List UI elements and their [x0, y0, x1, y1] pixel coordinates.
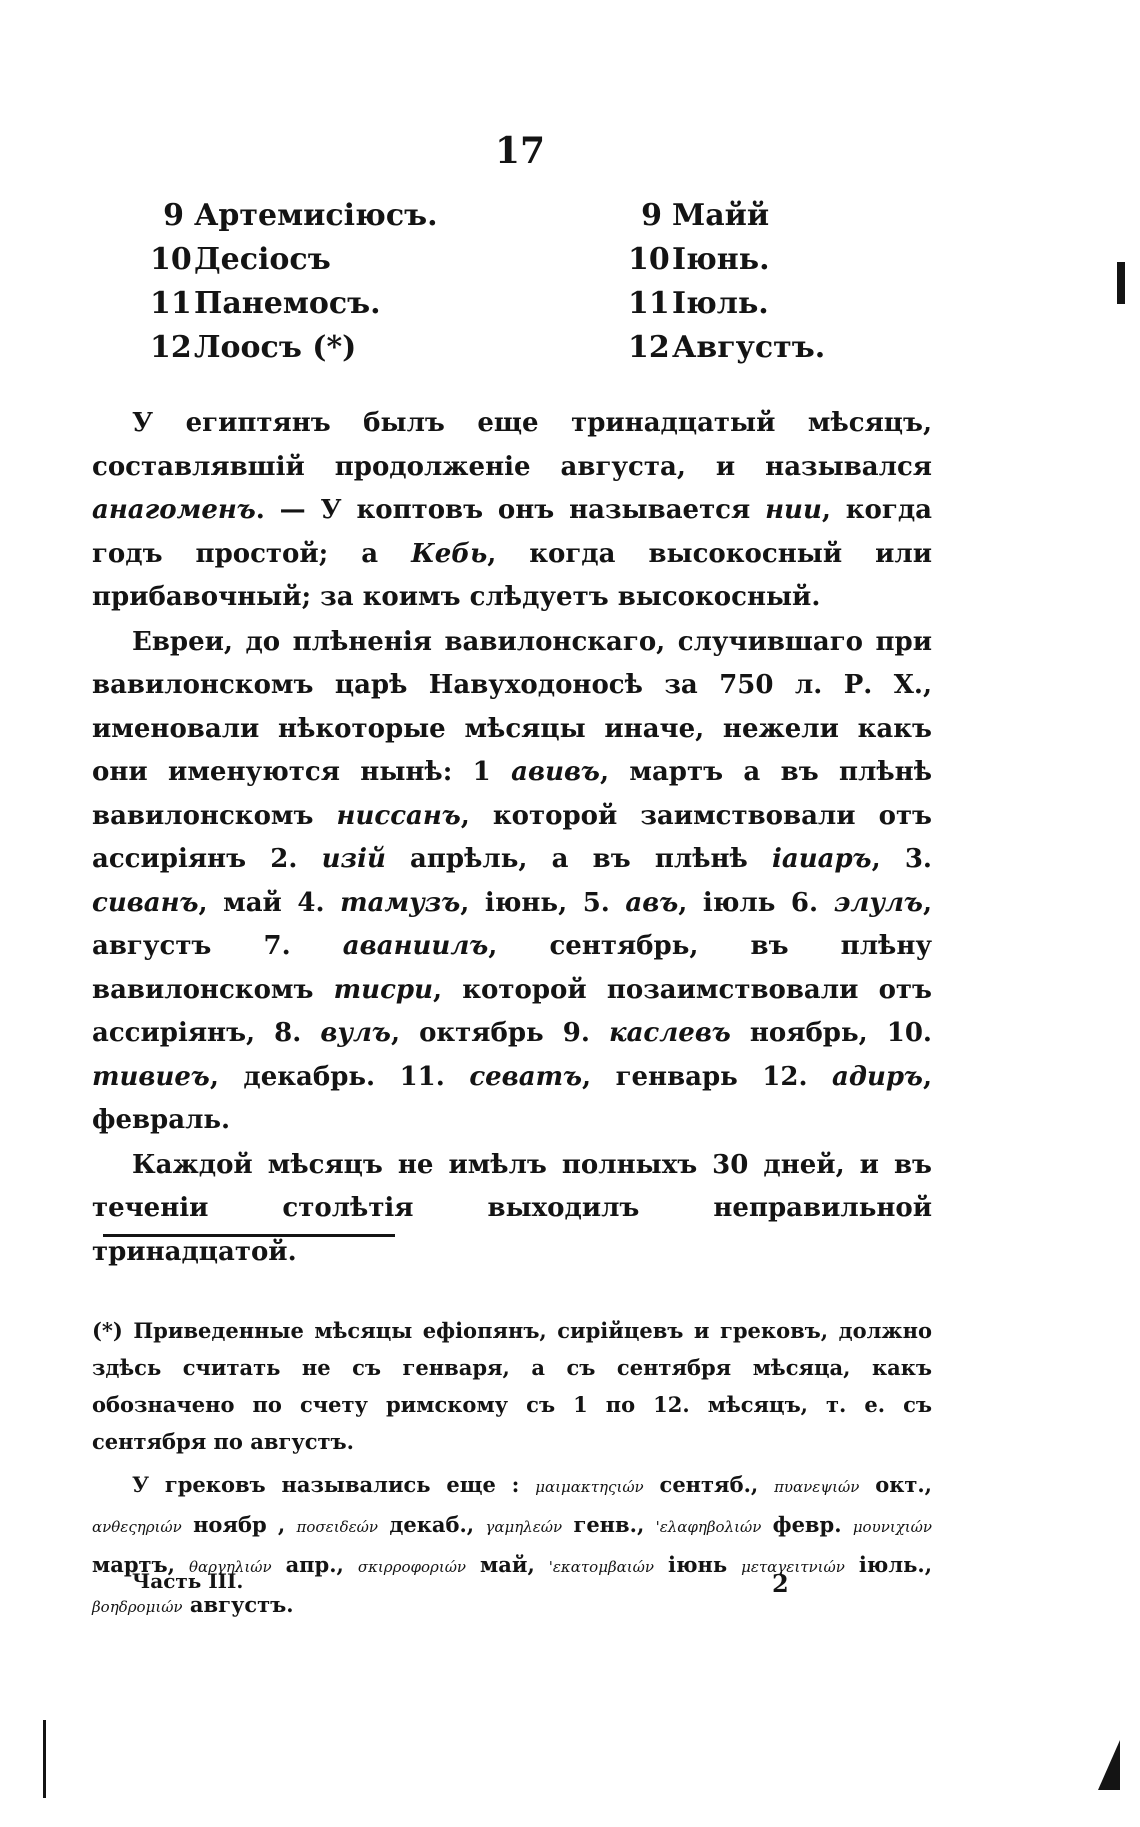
month-label: сентяб., — [659, 1472, 759, 1497]
month-left — [150, 286, 450, 321]
page-number: 17 — [494, 130, 546, 172]
italic-term: анагоменъ — [92, 495, 256, 525]
italic-term: адиръ — [832, 1061, 923, 1092]
greek-term: σκιρροφοριών — [357, 1558, 467, 1576]
month-left-name: Артемисіюсъ. — [194, 198, 438, 233]
italic-term: тамузъ — [340, 887, 461, 918]
text-run: , декабрь. 11. — [209, 1061, 470, 1092]
italic-term: тивиеъ — [92, 1061, 210, 1092]
footnote-text: (*) Приведенные мѣсяцы ефіопянъ, сирійцевъ и грековъ, должно здѣсь считать не съ генваря, а съ сентября мѣсяца, какъ обозначено по счету римскому съ 1 по 12. мѣсяцъ, т. е. съ сентября по августъ. — [92, 1318, 932, 1454]
text-run: , августъ 7. — [92, 887, 932, 961]
text-run: апрѣль, а въ плѣнѣ — [385, 844, 773, 874]
month-row — [150, 286, 850, 330]
text-run: , когда высокосный или прибавочный; за коимъ слѣдуетъ высокосный. — [92, 538, 932, 612]
month-right-name: Августъ. — [672, 330, 826, 365]
italic-term: ниссанъ — [336, 800, 461, 831]
month-right-number: 9 — [641, 198, 662, 233]
text-run: , февраль. — [92, 1061, 933, 1135]
text-run: , іюль 6. — [678, 887, 834, 918]
greek-term: μουνιχιών — [852, 1518, 933, 1536]
italic-term: каслевъ — [608, 1018, 731, 1048]
month-row — [150, 242, 850, 286]
month-label: апр., — [285, 1552, 344, 1577]
month-row — [150, 330, 850, 374]
month-left-name: Десіосъ — [194, 242, 331, 277]
month-label: декаб., — [389, 1512, 475, 1537]
italic-term: элулъ — [833, 887, 923, 918]
greek-term: ανθεςηριών — [92, 1518, 182, 1536]
text-run: . — У коптовъ онъ называется — [255, 495, 766, 525]
greek-term: βοηδρομιών — [92, 1598, 183, 1616]
paragraph-hebrews — [92, 621, 932, 1143]
text-run: , іюнь, 5. — [460, 887, 626, 918]
italic-term: аваниилъ — [342, 931, 489, 961]
italic-term: севатъ — [469, 1061, 583, 1092]
text-run: У египтянъ былъ еще тринадцатый мѣсяцъ, составлявшій продолженіе августа, и назывался — [92, 408, 932, 482]
italic-term: авъ — [625, 887, 679, 918]
text-run: , генварь 12. — [582, 1061, 833, 1092]
month-right-number: 11 — [628, 286, 670, 321]
text-run: Евреи, до плѣненія вавилонскаго, случившаго при вавилонскомъ царѣ Навуходоносѣ за 750 л. Р. Х., именовали нѣкоторые мѣсяцы иначе, нежели какъ они именуются нынѣ: 1 — [92, 626, 932, 787]
text-run: , мартъ а въ плѣнѣ вавилонскомъ — [92, 757, 932, 831]
text-run: , сентябрь, въ плѣну вавилонскомъ — [92, 931, 932, 1005]
scan-edge-mark — [43, 1720, 46, 1798]
month-label: іюль., — [858, 1552, 933, 1577]
volume-signature: Часть III. — [132, 1569, 244, 1593]
month-right — [628, 198, 848, 233]
greek-term: θαργηλιών — [188, 1558, 272, 1576]
footnote-greek-months — [92, 1466, 932, 1626]
paragraph-months-length: Каждой мѣсяцъ не имѣлъ полныхъ 30 дней, и въ теченіи столѣтія выходилъ неправильной тринадцатой. — [92, 1149, 932, 1267]
month-right-name: Майй — [672, 198, 770, 233]
month-left-name: Лоосъ (*) — [194, 330, 357, 365]
italic-term: вулъ — [320, 1018, 391, 1048]
text-run: , когда годъ простой; а — [92, 495, 932, 569]
month-label: ноябр , — [193, 1512, 286, 1537]
italic-term: іаиаръ — [772, 844, 872, 874]
text-run: У грековъ назывались еще : — [132, 1472, 520, 1497]
month-left-number: 9 — [163, 198, 184, 233]
text-run: ноябрь, 10. — [730, 1018, 932, 1048]
greek-term: ποσειδεών — [296, 1518, 379, 1536]
paragraph-egyptians — [92, 402, 932, 620]
month-row — [150, 198, 850, 242]
month-right-number: 10 — [628, 242, 670, 277]
text-run: , которой заимствовали отъ ассиріянъ 2. — [92, 800, 933, 874]
month-left — [150, 330, 450, 365]
month-left — [150, 242, 450, 277]
text-run: , май 4. — [198, 887, 341, 918]
text-run: , 3. — [871, 844, 932, 874]
month-right — [628, 286, 848, 321]
greek-term: 'ελαφηβολιών — [655, 1518, 762, 1536]
italic-term: авивъ — [511, 757, 600, 787]
main-text — [92, 402, 932, 1274]
month-left — [150, 198, 450, 233]
footnote-separator — [103, 1234, 395, 1237]
page-footer — [132, 1569, 792, 1599]
greek-term: μεταγειτνιών — [741, 1558, 845, 1576]
month-right — [628, 242, 848, 277]
greek-term: πυανεψιών — [774, 1478, 860, 1496]
month-right-name: Іюль. — [672, 286, 769, 321]
month-label: февр. — [772, 1512, 842, 1537]
month-right-number: 12 — [628, 330, 670, 365]
month-label: августъ. — [189, 1592, 294, 1617]
month-left-number: 10 — [150, 242, 192, 277]
italic-term: изій — [321, 844, 386, 874]
text-run: , которой позаимствовали отъ ассиріянъ, 8. — [92, 974, 932, 1048]
month-label: генв., — [573, 1512, 645, 1537]
month-label: іюнь — [667, 1552, 728, 1577]
month-label: окт., — [875, 1472, 932, 1497]
month-label: май, — [480, 1552, 535, 1577]
month-correspondence-table — [150, 198, 850, 374]
italic-term: тисри — [333, 974, 433, 1005]
scan-corner-mark — [1098, 1740, 1120, 1790]
month-left-name: Панемосъ. — [194, 286, 381, 321]
italic-term: Кебь — [411, 538, 488, 569]
greek-term: μαιμακτηςιών — [535, 1478, 644, 1496]
month-label: мартъ, — [92, 1552, 175, 1577]
italic-term: нии — [765, 495, 822, 525]
greek-term: γαμηλεών — [485, 1518, 563, 1536]
month-right-name: Іюнь. — [672, 242, 770, 277]
month-right — [628, 330, 848, 365]
month-left-number: 11 — [150, 286, 192, 321]
text-run: , октябрь 9. — [390, 1018, 609, 1048]
scan-edge-mark — [1117, 262, 1125, 304]
greek-term: 'εκατομβαιών — [548, 1558, 654, 1576]
month-left-number: 12 — [150, 330, 192, 365]
sheet-number: 2 — [772, 1569, 789, 1598]
italic-term: сиванъ — [92, 887, 199, 918]
